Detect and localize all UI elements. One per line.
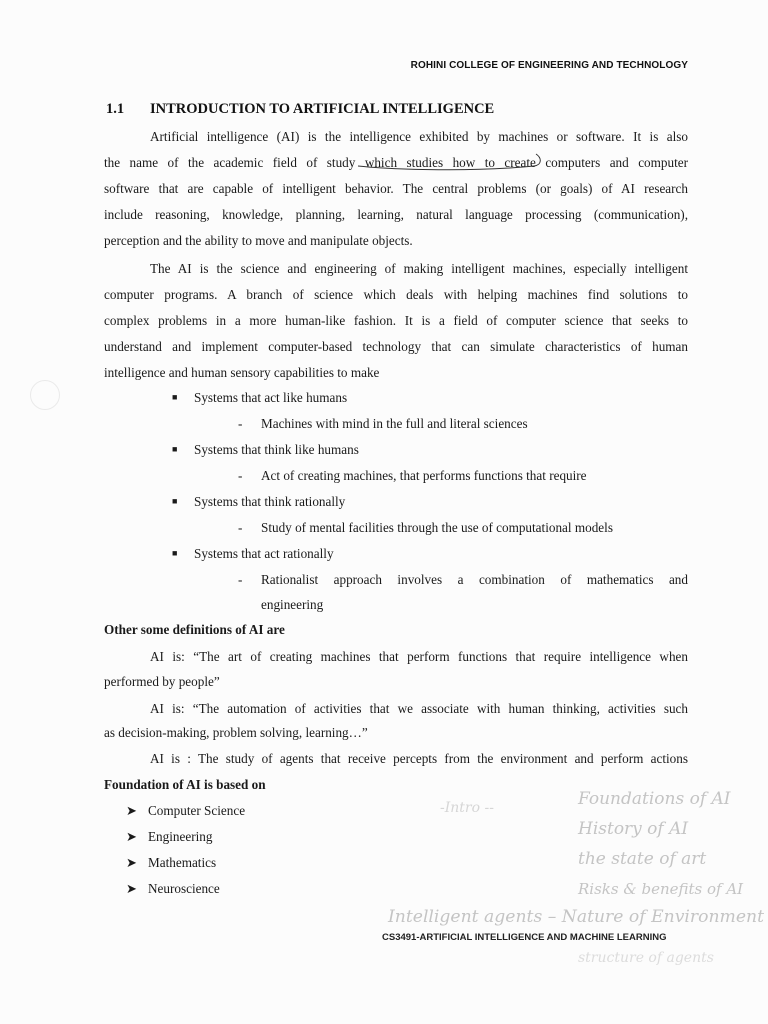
- list-item: [172, 494, 345, 510]
- foundation-item: Engineering: [148, 829, 213, 844]
- definition-1-line-2: performed by people”: [104, 674, 220, 689]
- list-item: [126, 855, 216, 871]
- paragraph-2-line-3: complex problems in a more human-like fashion. It is a field of computer science that seeks to: [104, 313, 688, 328]
- handwritten-note: History of AI: [578, 819, 689, 839]
- paragraph-2-line-2: computer programs. A branch of science which deals with helping machines find solutions to: [104, 287, 688, 302]
- system-detail: Rationalist approach involves a combination of mathematics and: [261, 572, 688, 587]
- list-item: [126, 829, 212, 845]
- pencil-scribble: -Intro --: [440, 800, 494, 816]
- list-item: [238, 468, 587, 484]
- handwritten-note: structure of agents: [578, 950, 714, 966]
- arrow-bullet-icon: ➤: [126, 881, 138, 896]
- list-item: [126, 803, 245, 819]
- system-label: Systems that act rationally: [194, 546, 334, 561]
- system-detail: Study of mental facilities through the use of computational models: [261, 520, 613, 535]
- definitions-heading: Other some definitions of AI are: [104, 622, 285, 637]
- definition-2-line-2: as decision-making, problem solving, learning…”: [104, 725, 368, 740]
- arrow-bullet-icon: ➤: [126, 855, 138, 870]
- square-bullet-icon: ■: [172, 392, 178, 402]
- page-header: ROHINI COLLEGE OF ENGINEERING AND TECHNOLOGY: [410, 60, 688, 71]
- handwritten-note: the state of art: [578, 849, 707, 869]
- list-item: [172, 442, 359, 458]
- square-bullet-icon: ■: [172, 444, 178, 454]
- definition-3: AI is : The study of agents that receive percepts from the environment and perform actions: [150, 751, 688, 766]
- foundation-heading: Foundation of AI is based on: [104, 777, 266, 792]
- list-item: [238, 520, 613, 536]
- list-item: [238, 572, 688, 588]
- dash-icon: -: [238, 572, 243, 587]
- list-item: [172, 390, 347, 406]
- handwritten-note: Intelligent agents – Nature of Environment: [386, 907, 765, 927]
- system-label: Systems that think rationally: [194, 494, 346, 509]
- paragraph-1-line-2: the name of the academic field of study which studies how to create computers and computer: [104, 155, 688, 170]
- system-detail-continued: engineering: [261, 597, 324, 612]
- page-footer: CS3491-ARTIFICIAL INTELLIGENCE AND MACHINE LEARNING: [382, 932, 667, 943]
- square-bullet-icon: ■: [172, 496, 178, 506]
- section-heading: [106, 101, 494, 118]
- system-label: Systems that act like humans: [194, 390, 348, 405]
- paragraph-2-line-4: understand and implement computer-based technology that can simulate characteristics of human: [104, 339, 688, 354]
- arrow-bullet-icon: ➤: [126, 829, 138, 844]
- dash-icon: -: [238, 520, 243, 535]
- list-item: [126, 881, 220, 897]
- arrow-bullet-icon: ➤: [126, 803, 138, 818]
- paragraph-1-line-3: software that are capable of intelligent behavior. The central problems (or goals) of AI research: [104, 181, 688, 196]
- foundation-item: Neuroscience: [148, 881, 220, 896]
- handwritten-note: Risks & benefits of AI: [578, 880, 744, 898]
- foundation-item: Computer Science: [148, 803, 246, 818]
- foundation-item: Mathematics: [148, 855, 217, 870]
- paragraph-2-line-1: The AI is the science and engineering of making intelligent machines, especially intelligent: [150, 261, 688, 276]
- section-number: 1.1: [106, 101, 125, 117]
- paragraph-1-line-4: include reasoning, knowledge, planning, learning, natural language processing (communication),: [104, 207, 688, 222]
- system-detail: Act of creating machines, that performs functions that require: [261, 468, 587, 483]
- system-detail: Machines with mind in the full and literal sciences: [261, 416, 528, 431]
- list-item: [238, 416, 528, 432]
- paragraph-1-line-5: perception and the ability to move and manipulate objects.: [104, 233, 413, 248]
- dash-icon: -: [238, 468, 243, 483]
- definition-1-line-1: AI is: “The art of creating machines that perform functions that require intelligence when: [150, 649, 688, 664]
- paragraph-2-line-5: intelligence and human sensory capabilities to make: [104, 365, 380, 380]
- section-title: INTRODUCTION TO ARTIFICIAL INTELLIGENCE: [150, 101, 495, 117]
- system-label: Systems that think like humans: [194, 442, 359, 457]
- dash-icon: -: [238, 416, 243, 431]
- square-bullet-icon: ■: [172, 548, 178, 558]
- list-item: [172, 546, 334, 562]
- pen-underline-mark: [356, 150, 546, 176]
- handwritten-note: Foundations of AI: [578, 789, 731, 809]
- definition-2-line-1: AI is: “The automation of activities that we associate with human thinking, activities such: [150, 701, 688, 716]
- scan-artifact: [30, 380, 60, 410]
- paragraph-1-line-1: Artificial intelligence (AI) is the intelligence exhibited by machines or software. It is also: [150, 129, 688, 144]
